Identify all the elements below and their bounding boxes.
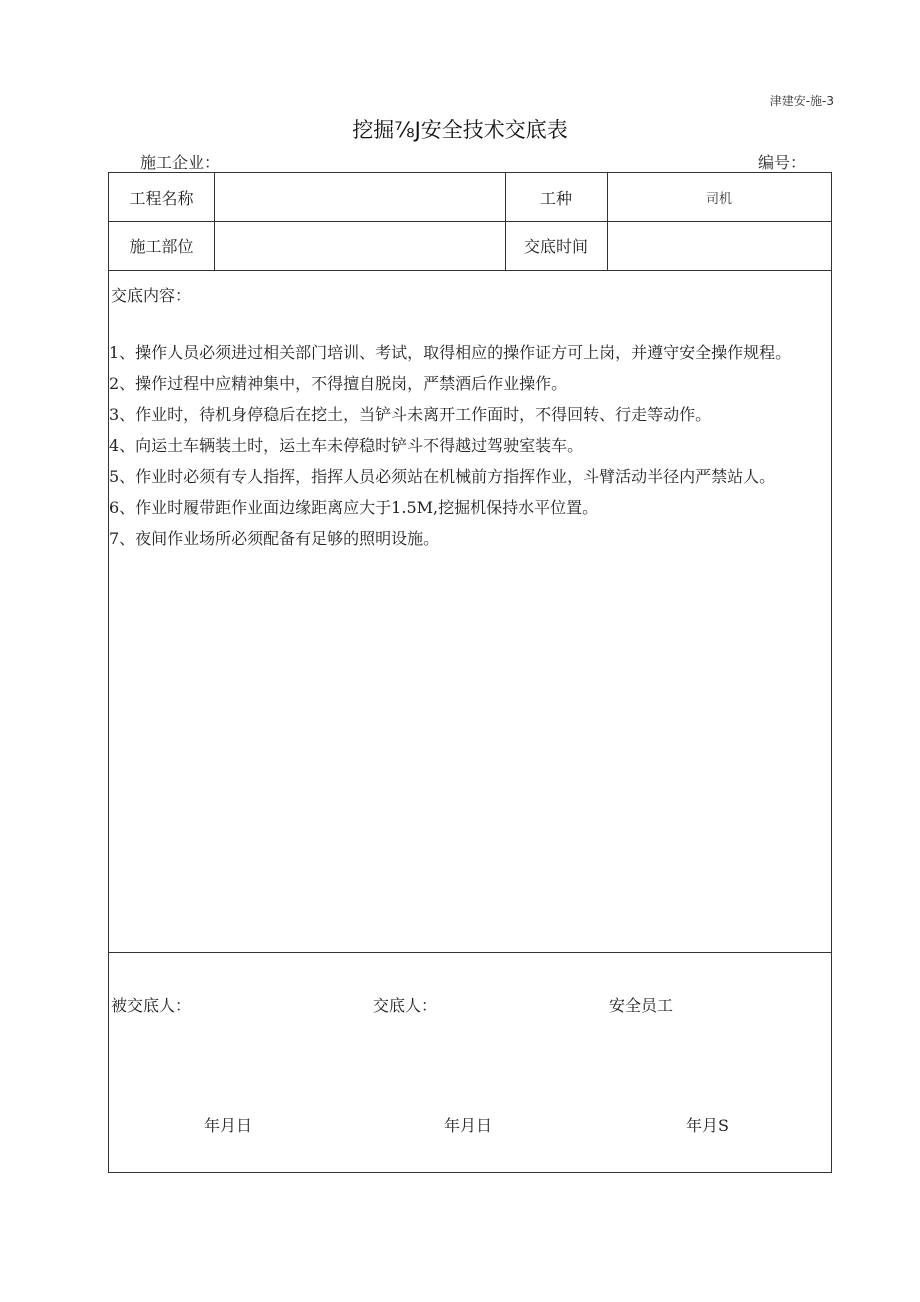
content-item-2: 2、操作过程中应精神集中，不得擅自脱岗，严禁酒后作业操作。	[109, 374, 568, 393]
content-item-7: 7、夜间作业场所必须配备有足够的照明设施。	[109, 529, 440, 548]
serial-number-label: 编号：	[758, 153, 807, 172]
row-divider	[109, 270, 831, 271]
content-item-3: 3、作业时，待机身停稳后在挖土，当铲斗未离开工作面时，不得回转、行走等动作。	[109, 405, 712, 424]
document-code: 津建安-施-3	[769, 94, 834, 108]
form-table	[108, 172, 832, 1173]
receiver-label: 被交底人：	[111, 996, 192, 1015]
project-name-label: 工程名称	[129, 188, 194, 208]
form-title: 挖掘⅞J安全技术交底表	[352, 118, 568, 142]
presenter-label: 交底人：	[373, 996, 438, 1015]
company-label: 施工企业：	[140, 153, 221, 172]
content-item-6: 6、作业时履带距作业面边缘距离应大于1.5M,挖掘机保持水平位置。	[109, 498, 599, 517]
trade-field[interactable]: 司机	[705, 191, 732, 207]
content-heading: 交底内容：	[111, 286, 192, 305]
disclosure-time-field[interactable]	[607, 221, 831, 270]
content-item-5: 5、作业时必须有专人指挥，指挥人员必须站在机械前方指挥作业，斗臂活动半径内严禁站人。	[109, 467, 776, 486]
location-label: 施工部位	[129, 237, 194, 256]
content-list	[109, 337, 827, 554]
disclosure-time-label: 交底时间	[523, 237, 588, 256]
project-name-field[interactable]	[214, 173, 505, 221]
presenter-date: 年月日	[444, 1116, 493, 1135]
safety-officer-label: 安全员工	[609, 996, 674, 1015]
location-field[interactable]	[214, 221, 505, 270]
safety-officer-date: 年月S	[686, 1116, 729, 1135]
content-item-4: 4、向运土车辆装土时，运土车未停稳时铲斗不得越过驾驶室装车。	[109, 436, 584, 455]
row-divider	[109, 952, 831, 953]
receiver-date: 年月日	[204, 1116, 253, 1135]
content-item-1: 1、操作人员必须进过相关部门培训、考试，取得相应的操作证方可上岗，并遵守安全操作规程。	[109, 343, 792, 362]
trade-label: 工种	[539, 188, 572, 208]
